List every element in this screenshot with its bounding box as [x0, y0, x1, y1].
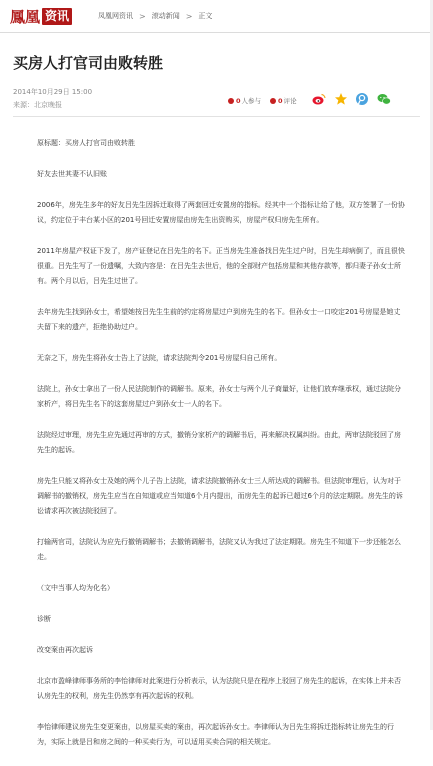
participants-label: 人参与 [241, 97, 262, 105]
paragraph: 北京市盈峰律师事务所的李怡律师对此案进行分析表示，认为法院只是在程序上驳回了房先生的起诉，在实体上并未否认房先生的权利，房先生仍然享有再次起诉的权利。 [37, 677, 401, 700]
article-actions [228, 96, 306, 105]
breadcrumb [98, 11, 212, 21]
paragraph: 诊断 [37, 615, 51, 623]
paragraph: 改变案由再次起诉 [37, 646, 93, 654]
tencent-weibo-icon[interactable] [355, 92, 369, 106]
paragraph: 法院上，孙女士拿出了一份人民法院制作的调解书。原来，孙女士与两个儿子商量好，让他们放弃继承权，通过法院分家析产，将吕先生名下的这套房屋过户到孙女士一人的名下。 [37, 385, 401, 408]
paragraph: 房先生只能又将孙女士及她的两个儿子告上法院，请求法院撤销孙女士三人所达成的调解书。但法院审理后，认为对于调解书的撤销权，房先生应当在自知道或应当知道6个月内提出，而房先生的起诉已超过6个月的法定期限。房先生的诉讼请求再次被法院驳回了。 [37, 477, 403, 515]
paragraph: 好友去世其妻不认旧账 [37, 170, 107, 178]
logo-text: 鳳凰 [10, 7, 41, 26]
breadcrumb-separator: > [139, 11, 146, 21]
comments-label: 评论 [283, 97, 297, 105]
paragraph: 打输两官司，法院认为应先行撤销调解书；去撤销调解书，法院又认为我过了法定期限。房先生不知道下一步还能怎么走。 [37, 538, 401, 561]
paragraph: 2006年，房先生多年的好友吕先生因拆迁取得了两套回迁安置房的指标。经其中一个指标让给了他，双方签署了一份协议，约定位于丰台某小区的201号回迁安置房屋由房先生出资购买，房屋产权归房先生所有。 [37, 201, 405, 224]
comments-link[interactable] [270, 96, 297, 105]
paragraph: 李怡律师建议房先生变更案由，以房屋买卖的案由，再次起诉孙女士。李律师认为吕先生将拆迁指标转让房先生的行为，实际上就是吕和房之间的一种买卖行为，可以适用买卖合同的相关规定。 [37, 723, 394, 746]
header-divider [13, 116, 420, 117]
ifeng-logo[interactable] [10, 7, 72, 25]
participants-count: 0 [236, 96, 241, 105]
logo-tag: 资讯 [42, 8, 72, 25]
paragraph: 无奈之下，房先生将孙女士告上了法院，请求法院判令201号房屋归自己所有。 [37, 354, 282, 362]
participants-icon [228, 98, 234, 104]
paragraph: 2011年房屋产权证下发了，房产证登记在吕先生的名下。正当房先生准备找吕先生过户时，吕先生却病倒了，而且很快很重。吕先生写了一份遗嘱，大致内容是：在吕先生去世后，他的全部财产包括房屋和其他存款等，都归妻子孙女士所有。两个月以后，吕先生过世了。 [37, 247, 405, 285]
article-date: 2014年10月29日 15:00 [13, 88, 93, 96]
breadcrumb-rolling-news[interactable]: 滚动新闻 [151, 12, 180, 20]
paragraph: （文中当事人均为化名） [37, 584, 114, 592]
paragraph: 法院经过审理，房先生应先通过再审的方式，撤销分家析产的调解书后，再来解决权属纠纷。由此，两审法院驳回了房先生的起诉。 [37, 431, 401, 454]
qzone-star-icon[interactable] [334, 92, 348, 106]
comments-count: 0 [278, 96, 283, 105]
article-body [37, 136, 407, 766]
article-source: 来源：北京晚报 [13, 101, 62, 109]
participants-link[interactable] [228, 96, 261, 105]
breadcrumb-separator: > [185, 11, 193, 21]
paragraph: 原标题：买房人打官司由败转胜 [37, 139, 135, 147]
article-title: 买房人打官司由败转胜 [13, 54, 164, 72]
breadcrumb-current: 正文 [198, 12, 213, 20]
comments-icon [270, 98, 276, 104]
wechat-icon[interactable] [377, 92, 391, 106]
top-bar [0, 0, 433, 33]
weibo-icon[interactable] [312, 92, 326, 106]
breadcrumb-home[interactable]: 凤凰网资讯 [98, 12, 133, 20]
paragraph: 去年房先生找到孙女士，希望她按吕先生生前的约定将房屋过户到房先生的名下。但孙女士一口咬定201号房屋是她丈夫留下来的遗产，拒绝协助过户。 [37, 308, 401, 331]
